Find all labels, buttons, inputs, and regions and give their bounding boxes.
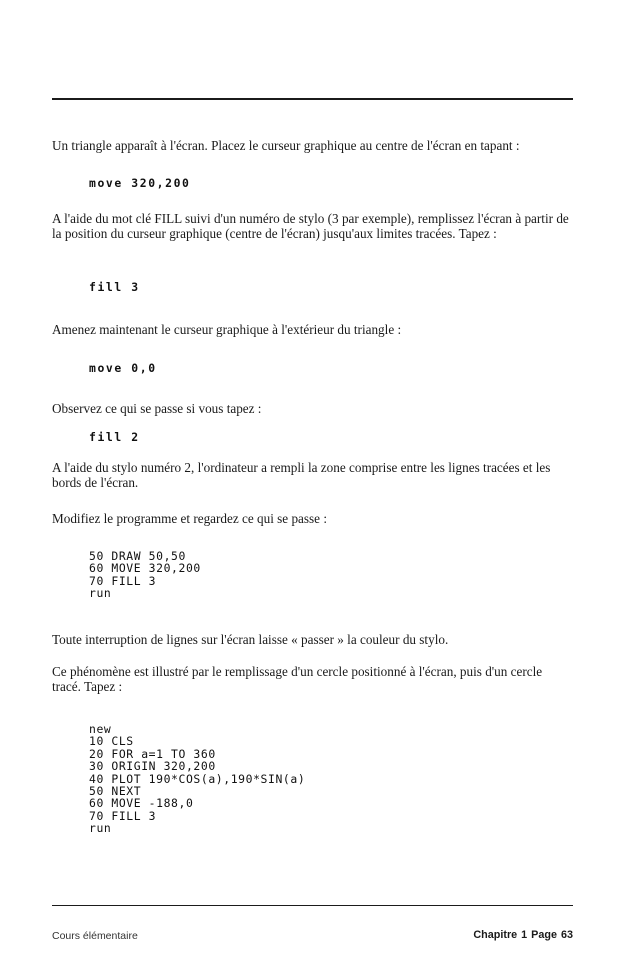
code-move-origin: move 0,0 — [89, 361, 157, 375]
code-move-center: move 320,200 — [89, 176, 191, 190]
paragraph-1: Un triangle apparaît à l'écran. Placez le curseur graphique au centre de l'écran en tapant : — [52, 138, 520, 153]
code-circle-program: new 10 CLS 20 FOR a=1 TO 360 30 ORIGIN 320,200 40 PLOT 190*COS(a),190*SIN(a) 50 NEXT 60 MOVE -188,0 70 FILL 3 run — [89, 722, 306, 836]
paragraph-2: A l'aide du mot clé FILL suivi d'un numéro de stylo (3 par exemple), remplissez l'écran à partir de la position du curseur graphique (centre de l'écran) jusqu'aux limites tracées. Tapez : — [52, 211, 569, 241]
paragraph-8: Ce phénomène est illustré par le remplissage d'un cercle positionné à l'écran, puis d'un cercle tracé. Tapez : — [52, 664, 543, 694]
paragraph-6: Modifiez le programme et regardez ce qui se passe : — [52, 511, 327, 526]
paragraph-4: Observez ce qui se passe si vous tapez : — [52, 401, 262, 416]
footer-rule — [52, 905, 573, 906]
paragraph-7: Toute interruption de lignes sur l'écran laisse « passer » la couleur du stylo. — [52, 632, 449, 647]
code-program-modification: 50 DRAW 50,50 60 MOVE 320,200 70 FILL 3 run — [89, 549, 201, 601]
header-rule — [52, 98, 573, 100]
code-fill-2: fill 2 — [89, 430, 140, 444]
footer-book-title: Cours élémentaire — [52, 930, 138, 942]
code-fill-3: fill 3 — [89, 280, 140, 294]
paragraph-3: Amenez maintenant le curseur graphique à l'extérieur du triangle : — [52, 322, 402, 337]
paragraph-5: A l'aide du stylo numéro 2, l'ordinateur a rempli la zone comprise entre les lignes tracées et les bords de l'écran. — [52, 460, 551, 490]
footer-page-number: Chapitre 1 Page 63 — [473, 929, 573, 941]
